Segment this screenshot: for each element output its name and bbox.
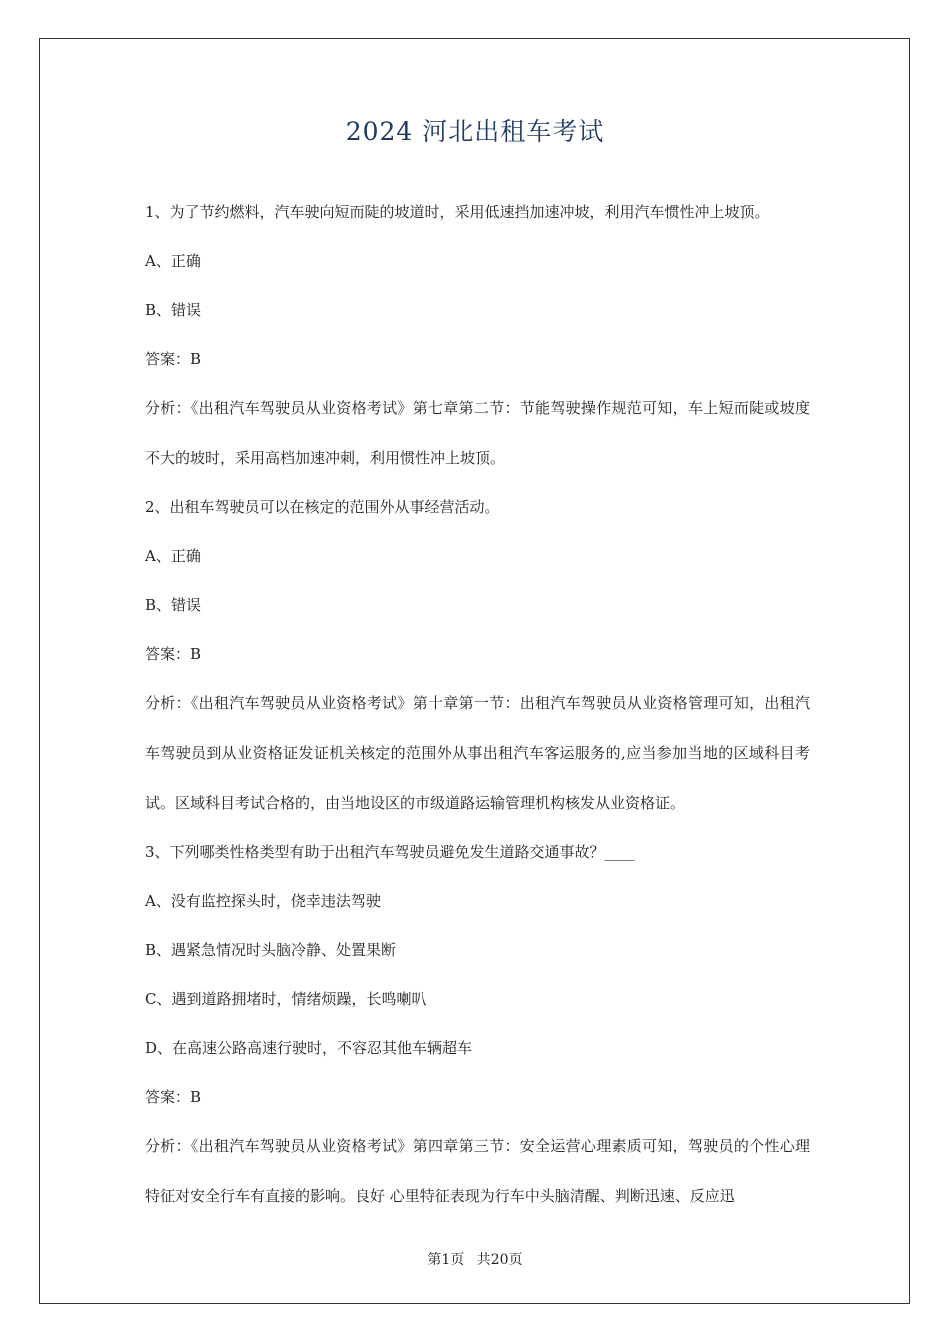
analysis: 分析：《出租汽车驾驶员从业资格考试》第七章第二节：节能驾驶操作规范可知，车上短而陡或坡度不大的坡时，采用高档加速冲刺，利用惯性冲上坡顶。 xyxy=(145,399,810,467)
option-d: D、在高速公路高速行驶时，不容忍其他车辆超车 xyxy=(145,1039,473,1057)
document-title: 2024 河北出租车考试 xyxy=(345,117,605,146)
answer: 答案：B xyxy=(145,645,202,663)
question-stem: 1、为了节约燃料，汽车驶向短而陡的坡道时，采用低速挡加速冲坡，利用汽车惯性冲上坡顶。 xyxy=(145,203,770,221)
analysis: 分析：《出租汽车驾驶员从业资格考试》第十章第一节：出租汽车驾驶员从业资格管理可知，出租汽车驾驶员到从业资格证发证机关核定的范围外从事出租汽车客运服务的,应当参加当地的区域科目考试。区域科目考试合格的，由当地设区的市级道路运输管理机构核发从业资格证。 xyxy=(145,694,810,812)
option-b: B、遇紧急情况时头脑冷静、处置果断 xyxy=(145,941,397,959)
analysis: 分析：《出租汽车驾驶员从业资格考试》第四章第三节：安全运营心理素质可知，驾驶员的个性心理特征对安全行车有直接的影响。良好 心里特征表现为行车中头脑清醒、判断迅速、反应迅 xyxy=(145,1137,810,1205)
document-body xyxy=(145,200,810,1233)
page-total: 共20页 xyxy=(476,1252,523,1268)
option-c: C、遇到道路拥堵时，情绪烦躁，长鸣喇叭 xyxy=(145,990,427,1008)
option-a: A、没有监控探头时，侥幸违法驾驶 xyxy=(145,892,381,910)
answer: 答案：B xyxy=(145,350,202,368)
question-1 xyxy=(145,200,810,483)
option-a: A、正确 xyxy=(145,547,201,565)
question-3 xyxy=(145,840,810,1221)
page-number: 第1页 xyxy=(427,1252,465,1268)
answer: 答案：B xyxy=(145,1088,202,1106)
option-b: B、错误 xyxy=(145,596,202,614)
question-stem: 2、出租车驾驶员可以在核定的范围外从事经营活动。 xyxy=(145,498,500,516)
page-footer xyxy=(0,1249,950,1269)
option-a: A、正确 xyxy=(145,252,201,270)
question-stem: 3、下列哪类性格类型有助于出租汽车驾驶员避免发生道路交通事故？____ xyxy=(145,843,635,861)
question-2 xyxy=(145,495,810,828)
option-b: B、错误 xyxy=(145,301,202,319)
